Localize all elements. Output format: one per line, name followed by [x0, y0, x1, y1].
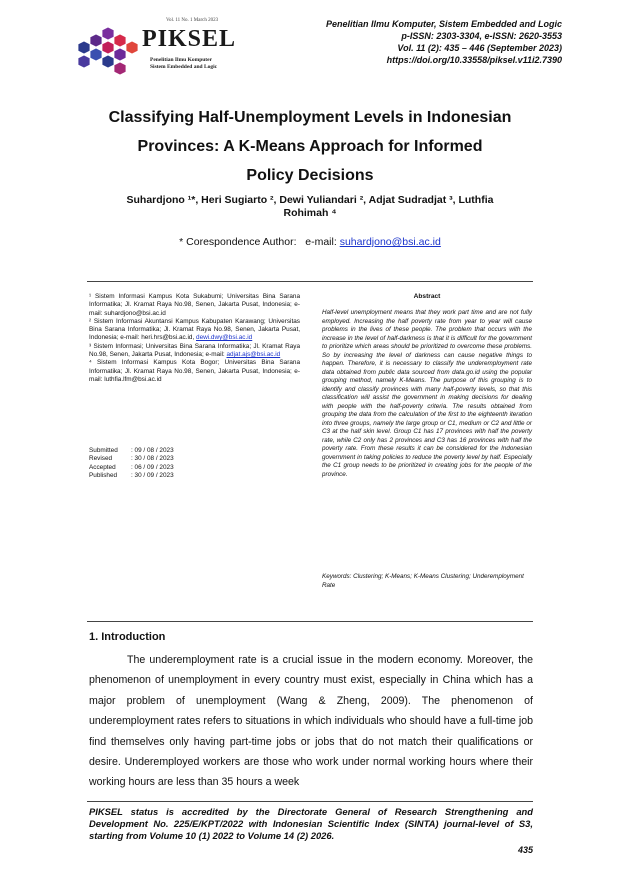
logo-name: PIKSEL [142, 26, 237, 52]
journal-volume: Vol. 11 (2): 435 – 446 (September 2023) [397, 43, 562, 53]
abstract-text: Half-level unemployment means that they work part time and are not fully employed. Increasing the half poverty rate from year to year will cause problems in the lives of these people. The problem that occurs with the increase in the level of half-darkness is that it is difficult for the government to prioritize which areas should be prioritized to overcome these problems. So by increasing the level of darkness can cause negative things to happen. Therefore, it is necessary to classify the underemployment rate data obtained from public data sourced from data.go.id using the popular grouping method, namely K-Means. The purpose of this grouping is to identify and classify provinces with many half-poverty levels, so that this classification will assist the government in making decisions for dealing with people with the half-poverty criteria. The results obtained from grouping the data from the calculation of the first to the eighteenth iteration into three groups, namely the large group or C1, medium or C2 and little or C3 at the half skin level. Group C1 has 17 provinces with half the poverty rate, while C2 only has 2 provinces and C3 has 16 provinces with half the poverty rate. From these results it can be considered for the Indonesian government in taking policies to reduce the poverty level by half. Especially the C1 group needs to be prioritized in creating jobs for the people of the province. [322, 309, 532, 478]
logo-volume-line: Vol. 11 No. 1 March 2023 [166, 18, 219, 23]
date-label: Submitted [89, 447, 118, 454]
authors [70, 194, 550, 220]
journal-info [326, 18, 562, 66]
date-row [89, 472, 174, 480]
correspondence-label: * Corespondence Author: e-mail: [179, 236, 340, 248]
title-line-1: Classifying Half-Unemployment Levels in Indonesian [108, 109, 512, 126]
footer-divider [87, 801, 533, 802]
authors-line-2: Rohimah ⁴ [283, 207, 337, 219]
affiliation-3-text: ³ Sistem Informasi; Universitas Bina Sarana Informatika; Jl. Kramat Raya No.98, Senen, Jakarta Pusat, Indonesia; e-mail: [89, 342, 300, 359]
journal-doi[interactable]: https://doi.org/10.33558/piksel.v11i2.7390 [386, 55, 562, 65]
paper-title [60, 103, 560, 190]
affiliation-3-email-link[interactable]: adjat.ajs@bsi.ac.id [226, 351, 281, 359]
date-row [89, 464, 174, 472]
introduction-paragraph: The underemployment rate is a crucial issue in the modern economy. Moreover, the phenomenon of unemployment in every country must exist, especially in China which has a major problem of unemployment (Wang & Zheng, 2009). The phenomenon of underemployment rates refers to situations in which individuals who should have a full-time job find themselves only having part-time jobs or jobs that do not match their qualifications or desire. Underemployed workers are those who work under normal working hours where their working hours are less than 35 hours a week [89, 654, 533, 789]
date-value: : 09 / 08 / 2023 [131, 447, 174, 454]
middle-divider [87, 621, 533, 622]
title-line-3: Policy Decisions [246, 167, 374, 184]
page-number: 435 [517, 845, 533, 855]
logo-subtitle-1: Penelitian Ilmu Komputer [150, 57, 213, 63]
affiliations [89, 293, 300, 384]
affiliation-2-text: ² Sistem Informasi Akuntansi Kampus Kabupaten Karawang; Universitas Bina Sarana Informatika; Jl. Kramat Raya No.98, Senen, Jakarta Pusat, Indonesia; e-mail: heri.hrs@bsi.ac.id, [89, 317, 300, 342]
journal-issn: p-ISSN: 2303-3304, e-ISSN: 2620-3553 [401, 31, 562, 41]
date-label: Revised [89, 455, 113, 463]
keywords: Keywords: Clustering; K-Means; K-Means Clustering; Underemployment Rate [322, 573, 524, 589]
date-row [89, 455, 174, 463]
journal-name: Penelitian Ilmu Komputer, Sistem Embedded and Logic [325, 19, 562, 29]
top-divider [87, 281, 533, 282]
authors-line-1: Suhardjono ¹*, Heri Sugiarto ², Dewi Yuliandari ², Adjat Sudradjat ³, Luthfia [126, 194, 494, 206]
date-label: Published [89, 471, 118, 479]
hexagon-logo-icon [70, 24, 142, 76]
affiliation-1: ¹ Sistem Informasi Kampus Kota Sukabumi; Universitas Bina Sarana Informatika; Jl. Kramat Raya No.98, Senen, Jakarta Pusat, Indonesia; e-mail: suhardjono@bsi.ac.id [89, 293, 300, 317]
journal-logo [70, 16, 260, 76]
article-dates [89, 447, 174, 480]
logo-subtitle-2: Sistem Embedded and Logic [150, 64, 218, 70]
accreditation-footer: PIKSEL status is accredited by the Directorate General of Research Strengthening and Development No. 225/E/KPT/2022 with Indonesian Scientific Index (SINTA) journal-level of S3, starting from Volume 10 (1) 2022 to Volume 14 (2) 2026. [89, 806, 533, 841]
correspondence-email-link[interactable]: suhardjono@bsi.ac.id [339, 236, 441, 248]
date-row [89, 447, 174, 455]
affiliation-4: ⁴ Sistem Informasi Kampus Kota Bogor; Universitas Bina Sarana Informatika; Jl. Kramat Raya No.98, Senen, Jakarta Pusat, Indonesia; e-mail: luthfia.lfm@bsi.ac.id [89, 359, 300, 383]
title-line-2: Provinces: A K-Means Approach for Informed [137, 138, 483, 155]
date-label: Accepted [89, 463, 116, 471]
introduction-body [89, 650, 533, 793]
abstract-heading: Abstract [413, 293, 441, 300]
section-heading: 1. Introduction [89, 631, 166, 643]
date-value: : 30 / 09 / 2023 [131, 471, 174, 479]
date-value: : 30 / 08 / 2023 [131, 455, 174, 463]
date-value: : 06 / 09 / 2023 [131, 463, 174, 471]
affiliation-2 [89, 318, 300, 343]
affiliation-3 [89, 343, 300, 360]
affiliation-2-email-link[interactable]: dewi.dwy@bsi.ac.id [196, 334, 253, 342]
correspondence [60, 236, 560, 248]
